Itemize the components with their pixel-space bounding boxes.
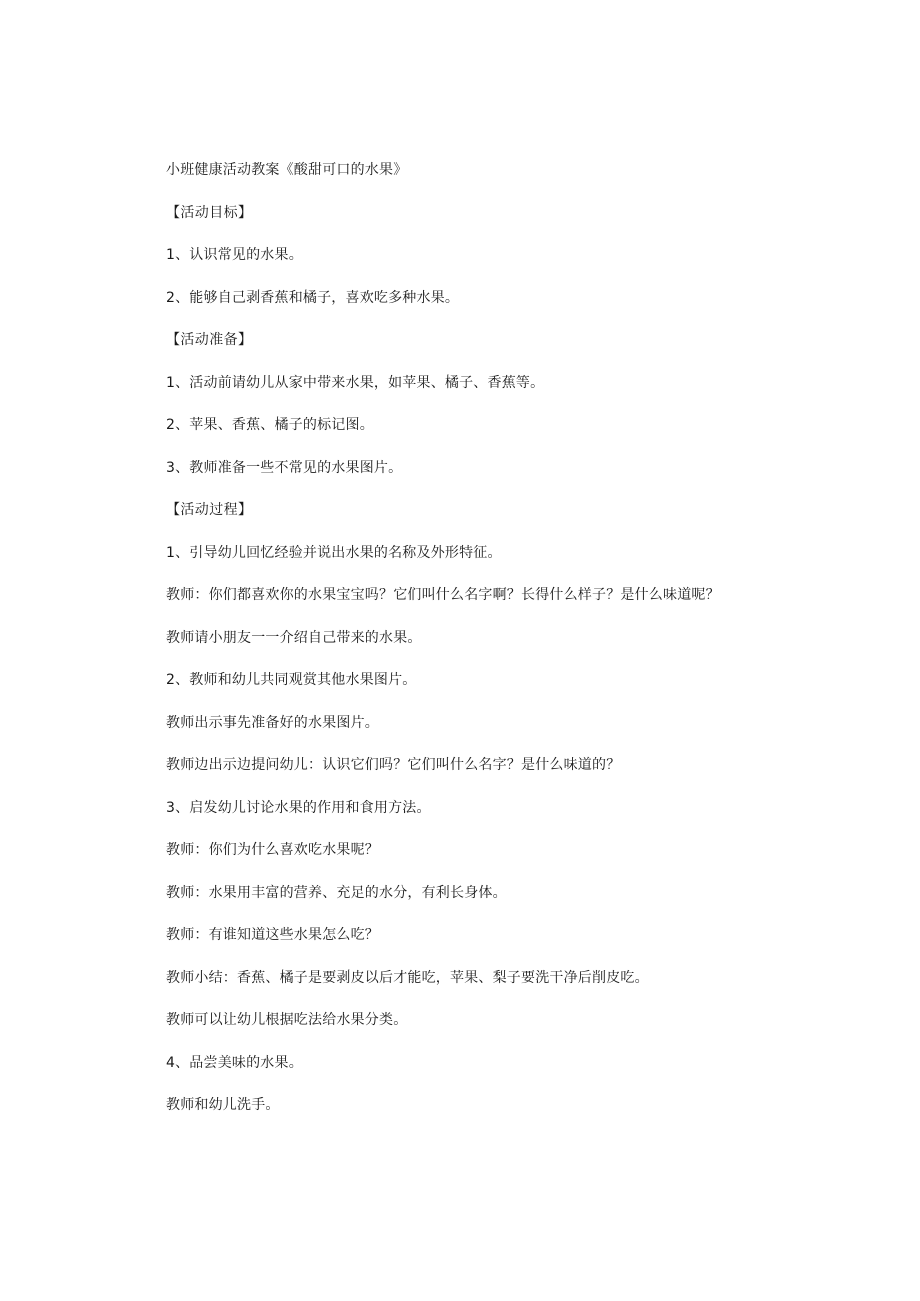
document-title: 小班健康活动教案《酸甜可口的水果》 [166, 162, 408, 178]
section-heading-goals: 【活动目标】 [166, 204, 253, 221]
preparation-item: 2、苹果、香蕉、橘子的标记图。 [166, 417, 374, 433]
section-heading-preparation: 【活动准备】 [166, 332, 253, 348]
process-paragraph: 教师边出示边提问幼儿：认识它们吗？它们叫什么名字？是什么味道的？ [166, 757, 621, 773]
process-paragraph: 教师小结：香蕉、橘子是要剥皮以后才能吃，苹果、梨子要洗干净后削皮吃。 [166, 969, 649, 986]
preparation-item: 3、教师准备一些不常见的水果图片。 [166, 459, 403, 476]
process-paragraph: 教师和幼儿洗手。 [166, 1097, 280, 1113]
process-paragraph: 教师请小朋友一一介绍自己带来的水果。 [166, 629, 422, 646]
process-step: 3、启发幼儿讨论水果的作用和食用方法。 [166, 799, 431, 816]
process-paragraph: 教师：你们为什么喜欢吃水果呢？ [166, 842, 379, 858]
process-paragraph: 教师可以让幼儿根据吃法给水果分类。 [166, 1012, 408, 1028]
process-paragraph: 教师：你们都喜欢你的水果宝宝吗？它们叫什么名字啊？长得什么样子？是什么味道呢？ [166, 587, 720, 603]
goal-item: 2、能够自己剥香蕉和橘子，喜欢吃多种水果。 [166, 289, 460, 306]
process-paragraph: 教师出示事先准备好的水果图片。 [166, 714, 379, 731]
process-paragraph: 教师：水果用丰富的营养、充足的水分，有利长身体。 [166, 884, 507, 901]
process-step: 1、引导幼儿回忆经验并说出水果的名称及外形特征。 [166, 544, 502, 561]
section-heading-process: 【活动过程】 [166, 502, 253, 518]
document-body [166, 160, 866, 1138]
goal-item: 1、认识常见的水果。 [166, 247, 303, 263]
process-paragraph: 教师：有谁知道这些水果怎么吃？ [166, 927, 379, 943]
preparation-item: 1、活动前请幼儿从家中带来水果，如苹果、橘子、香蕉等。 [166, 374, 545, 391]
process-step: 2、教师和幼儿共同观赏其他水果图片。 [166, 672, 417, 688]
process-step: 4、品尝美味的水果。 [166, 1054, 303, 1071]
